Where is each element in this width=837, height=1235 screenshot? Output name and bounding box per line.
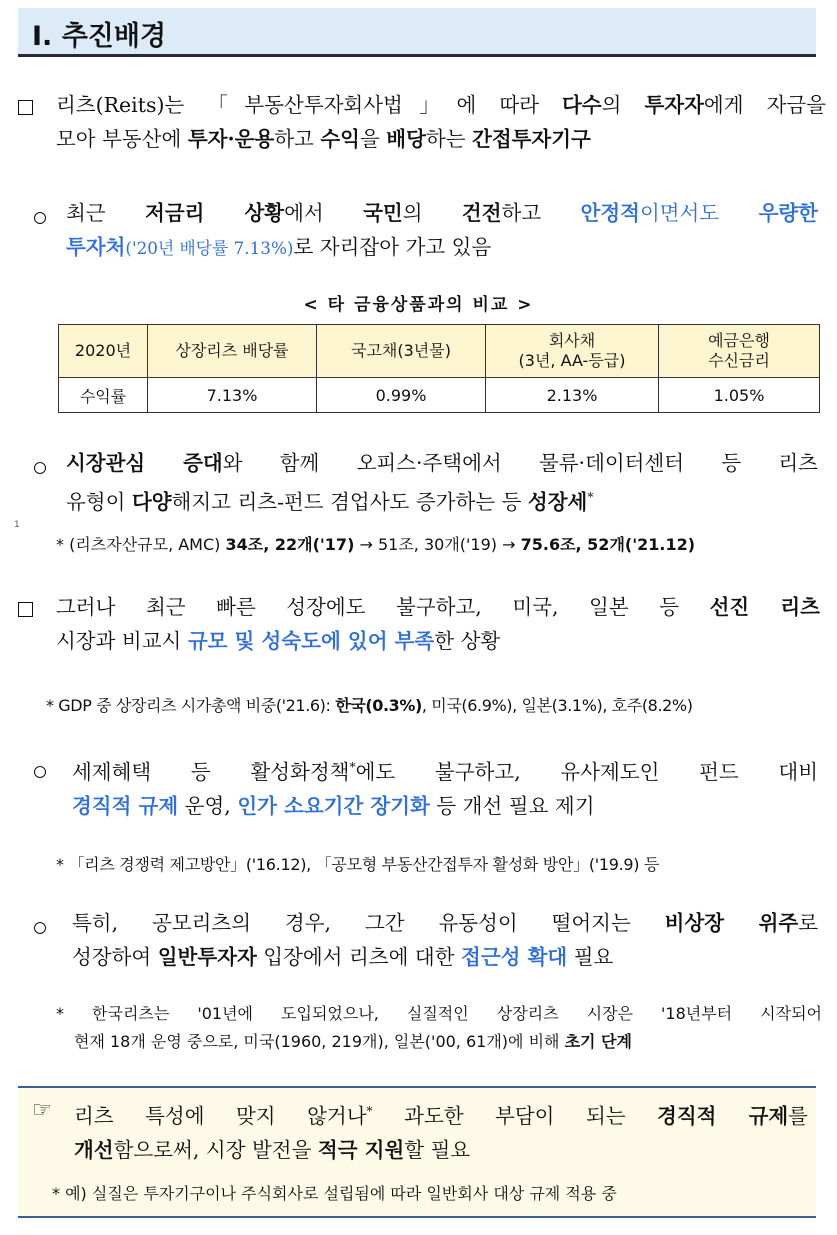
circle-bullet-icon xyxy=(34,915,46,939)
text-run: 비상장 위주 xyxy=(664,911,799,935)
text-run: 접근성 확대 xyxy=(461,945,568,969)
table-cell: 0.99% xyxy=(317,378,486,413)
table-header-cell: 상장리츠 배당률 xyxy=(148,325,317,378)
text-run: 필요 xyxy=(567,945,614,969)
text-run: 우량한 xyxy=(758,201,818,225)
text-run: 투자·운용 xyxy=(187,127,275,151)
circle-bullet-icon xyxy=(34,455,46,479)
text-run: 일반투자자 xyxy=(157,945,257,969)
text-run: 유형이 xyxy=(66,489,132,514)
text-line xyxy=(56,590,820,624)
text-run: 에도 불구하고, 유사제도인 펀드 대비 xyxy=(355,759,818,784)
text-run: 인가 소요기간 장기화 xyxy=(237,793,430,818)
text-line xyxy=(72,750,818,789)
footnote-korea-reits xyxy=(56,1000,822,1056)
table-header-cell: 2020년 xyxy=(59,325,148,378)
text-run: * 「리츠 경쟁력 제고방안」('16.12), 「공모형 부동산간접투자 활성화 방안」('19.9) 등 xyxy=(56,855,660,874)
text-run: 투자처 xyxy=(66,235,126,259)
text-run: 입장에서 리츠에 대한 xyxy=(256,945,462,969)
text-run: 현재 18개 운영 중으로, 미국(1960, 219개), 일본('00, 61개)에 비해 xyxy=(74,1032,565,1051)
table-title: < 타 금융상품과의 비교 > xyxy=(303,295,534,315)
text-run: 시장관심 증대 xyxy=(66,451,223,475)
table-cell: 2.13% xyxy=(486,378,659,413)
text-line xyxy=(72,789,818,823)
text-run: 적극 지원 xyxy=(317,1137,405,1162)
text-run: 리츠 특성에 맞지 않거나 xyxy=(74,1103,367,1128)
footnote-policy-list xyxy=(56,851,826,879)
text-run: 배당 xyxy=(386,127,426,151)
text-run: 시장과 비교시 xyxy=(56,629,188,653)
square-bullet-icon xyxy=(18,96,33,120)
table-row xyxy=(59,378,820,413)
text-run: 수익 xyxy=(320,127,360,151)
text-run: 투자자 xyxy=(644,93,704,117)
table-cell: 수익률 xyxy=(59,378,148,413)
text-run: 건전 xyxy=(461,201,502,225)
table-header-cell: 회사채 (3년, AA-등급) xyxy=(486,325,659,378)
text-run: 하고 xyxy=(501,201,581,225)
text-run: 로 자리잡아 가고 있음 xyxy=(293,235,492,259)
text-run: 모아 부동산에 xyxy=(56,127,188,151)
text-run: 선진 리츠 xyxy=(709,595,820,619)
paragraph-tax-benefits xyxy=(72,750,818,823)
text-run: 하고 xyxy=(274,127,321,151)
text-run: 한국(0.3%) xyxy=(335,696,422,715)
paragraph-reits-definition xyxy=(56,88,826,156)
text-run: 에게 자금을 xyxy=(703,93,826,117)
text-run: 하는 xyxy=(425,127,473,151)
text-line xyxy=(66,446,818,480)
text-run: 그러나 최근 빠른 성장에도 불구하고, 미국, 일본 등 xyxy=(56,595,710,619)
table-header-cell: 예금은행 수신금리 xyxy=(659,325,820,378)
text-run: 특히, 공모리츠의 경우, 그간 유동성이 떨어지는 xyxy=(72,911,665,935)
text-line xyxy=(66,196,818,230)
text-run: 국민 xyxy=(363,201,403,225)
text-run: 한 상황 xyxy=(434,629,501,653)
footnote-gdp-share xyxy=(46,692,826,720)
circle-bullet-icon xyxy=(34,205,46,229)
text-line xyxy=(74,1133,808,1167)
text-run: ('20년 배당률 7.13%) xyxy=(125,238,294,258)
text-run: 를 xyxy=(788,1103,808,1128)
table-cell: 7.13% xyxy=(148,378,317,413)
section-title: Ⅰ. 추진배경 xyxy=(32,21,167,52)
text-run: 34조, 22개('17) xyxy=(225,535,355,554)
circle-bullet-icon xyxy=(34,759,46,783)
conclusion-callout-box xyxy=(18,1086,816,1218)
text-run: 경직적 규제 xyxy=(657,1103,789,1128)
text-run: * xyxy=(587,490,594,504)
text-run: 개선 xyxy=(74,1137,114,1162)
text-run: 경직적 규제 xyxy=(72,793,179,818)
paragraph-compared-advanced xyxy=(56,590,820,658)
text-run: 저금리 상황 xyxy=(145,201,285,225)
text-run: 할 필요 xyxy=(404,1137,471,1162)
text-line xyxy=(66,230,818,265)
text-line xyxy=(72,940,818,974)
margin-mark: 1 xyxy=(14,520,20,530)
text-run: 75.6조, 52개('21.12) xyxy=(520,535,696,554)
text-run: 초기 단계 xyxy=(564,1032,632,1051)
text-line xyxy=(66,480,818,519)
paragraph-low-interest xyxy=(66,196,818,265)
text-line xyxy=(56,1028,822,1056)
text-run: 을 xyxy=(359,127,387,151)
text-run: * 예) 실질은 투자기구이나 주식회사로 설립됨에 따라 일반회사 대상 규제 적용 중 xyxy=(52,1184,617,1203)
text-line xyxy=(56,122,826,156)
text-run: 간접투자기구 xyxy=(472,127,591,151)
callout-text xyxy=(74,1094,808,1167)
text-run: 이면서도 xyxy=(639,201,759,225)
text-run: 성장세 xyxy=(527,489,588,514)
section-title-bar xyxy=(18,8,816,57)
text-run: 세제혜택 등 활성화정책 xyxy=(72,759,350,784)
text-line xyxy=(56,88,826,122)
text-run: 에서 xyxy=(284,201,364,225)
text-run: * xyxy=(349,760,356,774)
footnote-asset-size xyxy=(56,531,826,559)
text-run: 함으로써, 시장 발전을 xyxy=(113,1137,318,1162)
text-run: 해지고 리츠-펀드 겸업사도 증가하는 등 xyxy=(171,489,528,514)
paragraph-public-reits xyxy=(72,906,818,974)
text-run: → 51조, 30개('19) → xyxy=(354,535,521,554)
text-run: 과도한 부담이 되는 xyxy=(372,1103,658,1128)
text-run: 규모 및 성숙도에 있어 부족 xyxy=(187,629,435,653)
text-run: 성장하여 xyxy=(72,945,158,969)
table-header-cell: 국고채(3년물) xyxy=(317,325,486,378)
text-run: 리츠(Reits)는 「부동산투자회사법」에 따라 xyxy=(56,93,562,117)
text-run: * xyxy=(366,1104,373,1118)
square-bullet-icon xyxy=(18,598,33,622)
text-run: 로 xyxy=(798,911,818,935)
text-run: 최근 xyxy=(66,201,146,225)
text-line xyxy=(56,624,820,658)
text-run: 다수 xyxy=(562,93,602,117)
table-header-row xyxy=(59,325,820,378)
text-run: 다양 xyxy=(131,489,172,514)
text-run: * 한국리츠는 '01년에 도입되었으나, 실질적인 상장리츠 시장은 '18년부터 시작되어 xyxy=(56,1004,822,1023)
callout-footnote xyxy=(52,1180,812,1208)
comparison-table xyxy=(58,324,820,413)
pointing-hand-icon: ☞ xyxy=(32,1098,52,1123)
text-line xyxy=(74,1094,808,1133)
text-line xyxy=(72,906,818,940)
paragraph-market-growth xyxy=(66,446,818,519)
text-run: 운영, xyxy=(178,793,238,818)
text-run: 등 개선 필요 제기 xyxy=(429,793,595,818)
text-run: 와 함께 오피스·주택에서 물류·데이터센터 등 리츠 xyxy=(222,451,818,475)
text-run: * GDP 중 상장리츠 시가총액 비중('21.6): xyxy=(46,696,336,715)
table-cell: 1.05% xyxy=(659,378,820,413)
text-run: * (리츠자산규모, AMC) xyxy=(56,535,226,554)
text-run: 안정적 xyxy=(580,201,640,225)
text-run: , 미국(6.9%), 일본(3.1%), 호주(8.2%) xyxy=(421,696,693,715)
text-run: 의 xyxy=(402,201,462,225)
text-line xyxy=(56,1000,822,1028)
text-run: 의 xyxy=(601,93,645,117)
